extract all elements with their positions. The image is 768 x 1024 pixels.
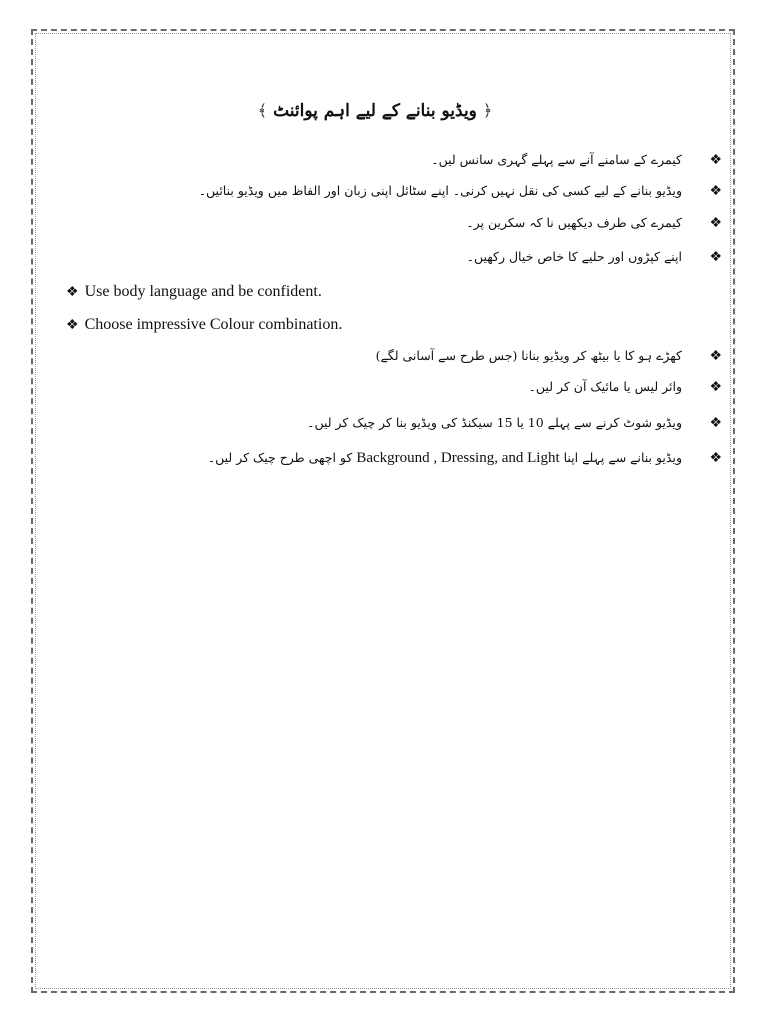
list-item-text: کھڑے ہو کا یا بیٹھ کر ویڈیو بنانا (جس طرح سے آسانی لگے) [375, 348, 682, 363]
list-item [467, 247, 722, 267]
list-item-text: کیمرے کی طرف دیکھیں نا کہ سکرین پر۔ [466, 215, 682, 230]
list-item-text: ویڈیو بنانے کے لیے کسی کی نقل نہیں کرنی۔ اپنے سٹائل اپنی زبان اور الفاظ میں ویڈیو بنائیں۔ [198, 183, 682, 198]
title-ornament-right: ﴿ [482, 101, 493, 120]
page-border-inner [35, 33, 731, 989]
list-item-english [66, 281, 322, 303]
bullet-icon: ❖ [709, 215, 722, 231]
list-item-text-english: Background , Dressing, and Light [356, 450, 560, 466]
list-item-english [66, 314, 342, 336]
bullet-icon: ❖ [709, 152, 722, 168]
list-item-text: وائر لیس یا مائیک آن کر لیں۔ [528, 379, 682, 394]
list-item [529, 377, 722, 397]
list-item [431, 150, 722, 170]
bullet-icon: ❖ [66, 318, 79, 333]
list-item-text: اپنے کپڑوں اور حلیے کا خاص خیال رکھیں۔ [466, 249, 682, 264]
bullet-icon: ❖ [709, 183, 722, 199]
list-item-text-after: کو اچھی طرح چیک کر لیں۔ [207, 450, 353, 465]
list-item-text: Choose impressive Colour combination. [84, 316, 343, 333]
list-item [466, 213, 722, 233]
bullet-icon: ❖ [709, 415, 722, 431]
list-item [307, 413, 722, 433]
bullet-icon: ❖ [709, 348, 722, 364]
list-item-text: ویڈیو شوٹ کرنے سے پہلے 10 یا 15 سیکنڈ کی ویڈیو بنا کر چیک کر لیں۔ [307, 415, 682, 430]
title-ornament-left: ﴾ [257, 101, 268, 120]
list-item [208, 448, 722, 468]
bullet-icon: ❖ [709, 379, 722, 395]
list-item [199, 181, 722, 201]
page-title [250, 100, 500, 121]
bullet-icon: ❖ [709, 450, 722, 466]
title-text: ویڈیو بنانے کے لیے اہم پوائنٹ [273, 101, 477, 121]
bullet-icon: ❖ [709, 249, 722, 265]
list-item [376, 346, 722, 366]
list-item-text: Use body language and be confident. [84, 283, 322, 300]
list-item-text: کیمرے کے سامنے آنے سے پہلے گہری سانس لیں۔ [431, 152, 682, 167]
bullet-icon: ❖ [66, 285, 79, 300]
list-item-text-before: ویڈیو بنانے سے پہلے اپنا [563, 450, 682, 465]
